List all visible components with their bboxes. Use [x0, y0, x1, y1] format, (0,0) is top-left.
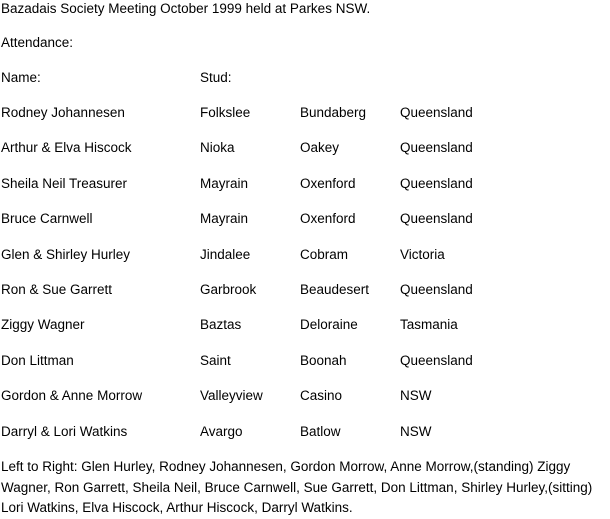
- state-name: Queensland: [400, 176, 473, 191]
- state-name: Tasmania: [400, 317, 458, 332]
- table-row: [0, 316, 610, 334]
- state-name: Queensland: [400, 353, 473, 368]
- stud-name: Jindalee: [200, 247, 251, 262]
- stud-name: Folkslee: [200, 105, 251, 120]
- photo-caption: Left to Right: Glen Hurley, Rodney Johannesen, Gordon Morrow, Anne Morrow,(standing) Ziggy Wagner, Ron Garrett, Sheila Neil, Bruce Carnwell, Sue Garrett, Don Littman, Shirley Hurley,(sitting) Lori Watkins, Elva Hiscock, Arthur Hiscock, Darryl Watkins.: [1, 459, 593, 515]
- attendee-name: Arthur & Elva Hiscock: [1, 140, 132, 155]
- table-row: [0, 210, 610, 228]
- state-name: NSW: [400, 424, 432, 439]
- table-row: [0, 423, 610, 441]
- town-name: Casino: [300, 388, 343, 403]
- table-row: [0, 387, 610, 405]
- town-name: Batlow: [300, 424, 341, 439]
- town-name: Oxenford: [300, 176, 356, 191]
- town-name: Boonah: [300, 353, 347, 368]
- attendee-name: Glen & Shirley Hurley: [1, 247, 131, 262]
- table-row: [0, 175, 610, 193]
- attendance-label: Attendance:: [1, 35, 74, 50]
- state-name: Queensland: [400, 105, 473, 120]
- table-row: [0, 281, 610, 299]
- state-name: Victoria: [400, 247, 445, 262]
- attendee-name: Ron & Sue Garrett: [1, 282, 113, 297]
- town-name: Oxenford: [300, 211, 356, 226]
- attendee-name: Bruce Carnwell: [1, 211, 93, 226]
- town-name: Oakey: [300, 140, 340, 155]
- attendee-name: Rodney Johannesen: [1, 105, 125, 120]
- document-title: Bazadais Society Meeting October 1999 held at Parkes NSW.: [1, 1, 371, 16]
- stud-name: Nioka: [200, 140, 235, 155]
- table-row: [0, 352, 610, 370]
- name-column-header: Name:: [1, 70, 41, 85]
- attendee-name: Sheila Neil Treasurer: [1, 176, 128, 191]
- state-name: Queensland: [400, 140, 473, 155]
- town-name: Beaudesert: [300, 282, 370, 297]
- town-name: Deloraine: [300, 317, 358, 332]
- table-row: [0, 246, 610, 264]
- town-name: Cobram: [300, 247, 349, 262]
- state-name: Queensland: [400, 282, 473, 297]
- state-name: Queensland: [400, 211, 473, 226]
- stud-name: Baztas: [200, 317, 242, 332]
- attendance-table-header: [0, 69, 610, 87]
- attendee-name: Gordon & Anne Morrow: [1, 388, 143, 403]
- stud-name: Garbrook: [200, 282, 257, 297]
- stud-name: Saint: [200, 353, 231, 368]
- stud-name: Valleyview: [200, 388, 263, 403]
- stud-name: Avargo: [200, 424, 243, 439]
- town-name: Bundaberg: [300, 105, 367, 120]
- attendee-name: Ziggy Wagner: [1, 317, 85, 332]
- table-row: [0, 104, 610, 122]
- attendee-name: Don Littman: [1, 353, 74, 368]
- stud-name: Mayrain: [200, 176, 249, 191]
- state-name: NSW: [400, 388, 432, 403]
- stud-name: Mayrain: [200, 211, 249, 226]
- table-row: [0, 139, 610, 157]
- stud-column-header: Stud:: [200, 70, 232, 85]
- attendee-name: Darryl & Lori Watkins: [1, 424, 128, 439]
